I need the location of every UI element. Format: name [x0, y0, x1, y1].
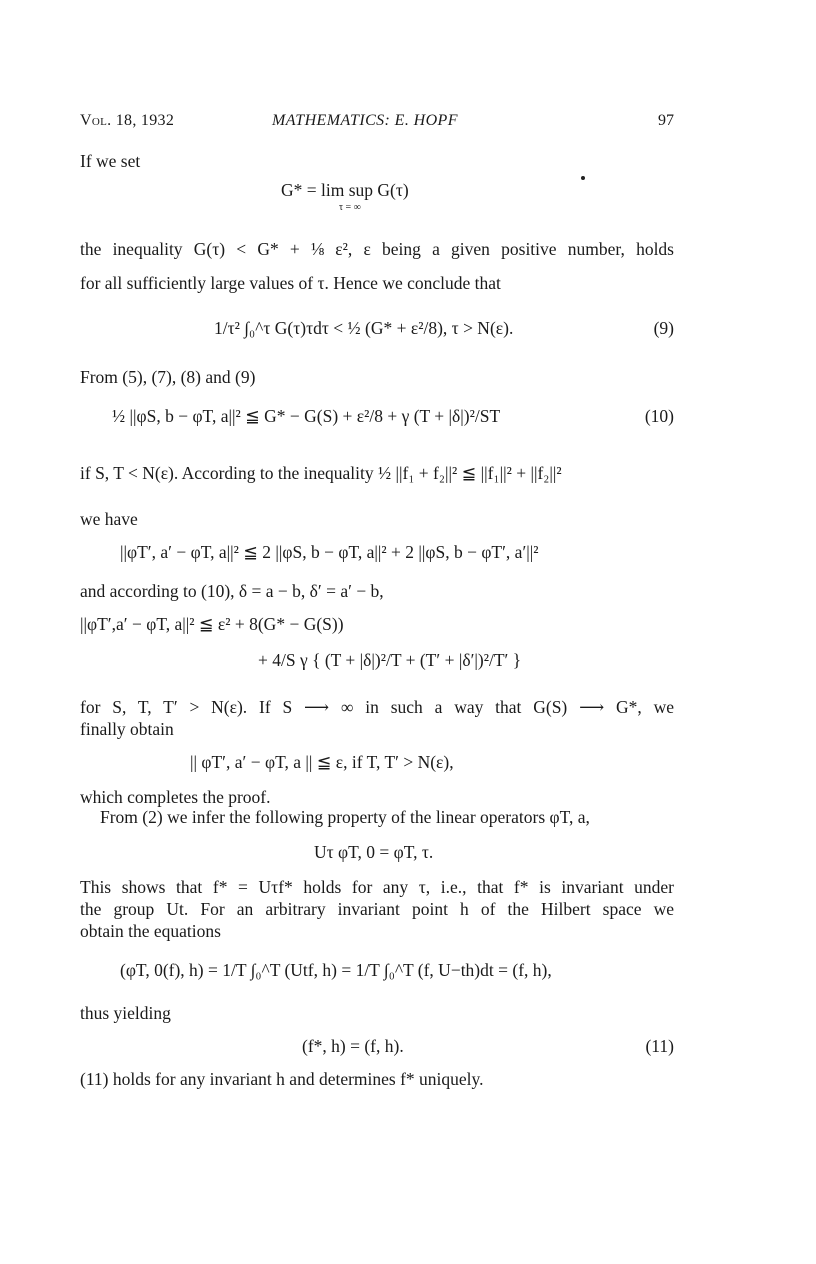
ink-speck — [581, 176, 585, 180]
paragraph-we-have: we have — [80, 509, 138, 529]
paragraph-final: (11) holds for any invariant h and determines f* uniquely. — [80, 1069, 484, 1089]
equation-9-number: (9) — [653, 318, 674, 338]
equation-gstar: G* = lim sup G(τ) — [281, 180, 409, 200]
paragraph-for-s-t-t-line-1: for S, T, T′ > N(ε). If S ⟶ ∞ in such a way that G(S) ⟶ G*, we — [80, 697, 674, 717]
page-header — [80, 112, 674, 136]
equation-10: ½ ||φS, b − φT, a||² ≦ G* − G(S) + ε²/8 + γ (T + |δ|)²/ST — [112, 406, 501, 426]
paragraph-from-5789: From (5), (7), (8) and (9) — [80, 367, 256, 387]
equation-we-have: ||φT′, a′ − φT, a||² ≦ 2 ||φS, b − φT, a||² + 2 ||φS, b − φT′, a′||² — [120, 542, 539, 562]
equation-9: 1/τ² ∫₀^τ G(τ)τdτ < ½ (G* + ε²/8), τ > N(ε). — [214, 318, 514, 338]
page-number: 97 — [658, 112, 674, 129]
equation-11-number: (11) — [645, 1036, 674, 1056]
paragraph-according-to-10: and according to (10), δ = a − b, δ′ = a′ − b, — [80, 581, 384, 601]
equation-integral: (φT, 0(f), h) = 1/T ∫₀^T (Utf, h) = 1/T ∫₀^T (f, U−th)dt = (f, h), — [120, 960, 552, 980]
running-title: MATHEMATICS: E. HOPF — [272, 112, 458, 129]
paragraph-shows-line-2: the group Ut. For an arbitrary invariant point h of the Hilbert space we — [80, 899, 674, 919]
paragraph-for-s-t-t-line-2: finally obtain — [80, 719, 174, 739]
equation-gstar-subscript: τ = ∞ — [339, 202, 361, 213]
paragraph-if-s-t: if S, T < N(ε). According to the inequality ½ ||f₁ + f₂||² ≦ ||f₁||² + ||f₂||² — [80, 463, 562, 483]
equation-long-line-1: ||φT′,a′ − φT, a||² ≦ ε² + 8(G* − G(S)) — [80, 614, 344, 634]
paragraph-shows-line-1: This shows that f* = Uτf* holds for any τ, i.e., that f* is invariant under — [80, 877, 674, 897]
paragraph-shows-line-3: obtain the equations — [80, 921, 221, 941]
paragraph-thus-yielding: thus yielding — [80, 1003, 171, 1023]
paragraph-inequality-line-1: the inequality G(τ) < G* + ⅛ ε², ε being a given positive number, holds — [80, 239, 674, 259]
equation-u-tau: Uτ φT, 0 = φT, τ. — [314, 842, 434, 862]
equation-10-number: (10) — [644, 406, 674, 426]
paragraph-completes-proof: which completes the proof. — [80, 787, 271, 807]
equation-long-line-2: + 4/S γ { (T + |δ|)²/T + (T′ + |δ′|)²/T′ } — [258, 650, 522, 670]
volume-label: Vol. 18, 1932 — [80, 112, 175, 129]
equation-finally-obtain: || φT′, a′ − φT, a || ≦ ε, if T, T′ > N(ε), — [190, 752, 454, 772]
paragraph-inequality-line-2: for all sufficiently large values of τ. Hence we conclude that — [80, 273, 501, 293]
equation-11: (f*, h) = (f, h). — [302, 1036, 404, 1056]
paragraph-from-2: From (2) we infer the following property of the linear operators φT, a, — [100, 807, 590, 827]
paragraph-if-we-set: If we set — [80, 151, 141, 171]
